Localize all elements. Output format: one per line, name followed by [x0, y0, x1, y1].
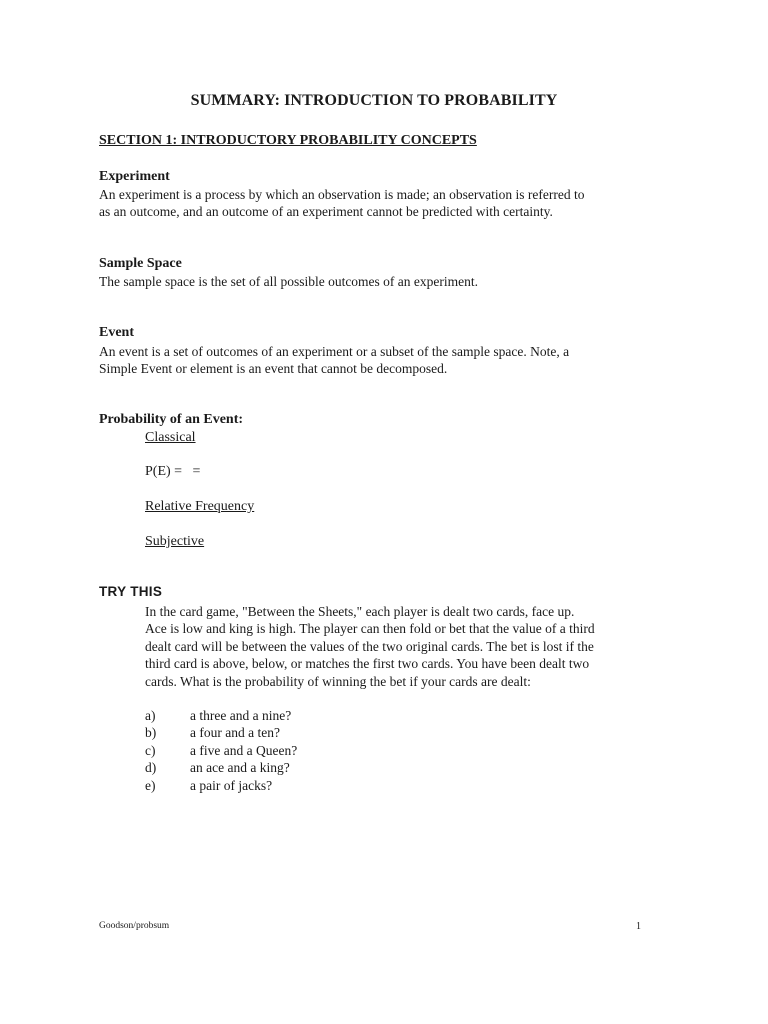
footer-source: Goodson/probsum — [99, 921, 170, 931]
page-title: SUMMARY: INTRODUCTION TO PROBABILITY — [190, 92, 558, 109]
try-this-problem — [145, 603, 595, 690]
problem-line-1: In the card game, "Between the Sheets," each player is dealt two cards, face up. — [145, 604, 575, 619]
list-item-letter: e) — [145, 777, 156, 793]
event-definition — [99, 343, 659, 377]
list-item-text: an ace and a king? — [190, 760, 290, 776]
problem-line-4: third card is above, below, or matches the first two cards. You have been dealt two — [145, 656, 590, 672]
section-heading: SECTION 1: INTRODUCTORY PROBABILITY CONCEPTS — [99, 133, 477, 148]
list-item-letter: c) — [145, 742, 156, 758]
list-item-text: a pair of jacks? — [190, 777, 273, 793]
problem-line-5: cards. What is the probability of winning the bet if your cards are dealt: — [145, 673, 531, 689]
event-line-1: An event is a set of outcomes of an experiment or a subset of the sample space. Note, a — [99, 344, 570, 359]
try-this-heading: TRY THIS — [99, 584, 163, 599]
list-item — [145, 724, 297, 741]
experiment-definition — [99, 186, 659, 220]
list-item-letter: b) — [145, 725, 157, 741]
list-item-letter: d) — [145, 760, 157, 776]
list-item-letter: a) — [145, 708, 156, 723]
list-item — [145, 707, 297, 724]
list-item-text: a four and a ten? — [190, 725, 280, 741]
list-item-text: a five and a Queen? — [190, 742, 298, 758]
sample-space-definition — [99, 273, 659, 290]
event-line-2: Simple Event or element is an event that cannot be decomposed. — [99, 361, 448, 376]
subjective-label: Subjective — [145, 534, 205, 549]
experiment-line-1: An experiment is a process by which an observation is made; an observation is referred to — [99, 187, 585, 202]
problem-line-3: dealt card will be between the values of the two original cards. The bet is lost if the — [145, 638, 594, 654]
experiment-heading: Experiment — [99, 169, 170, 184]
sample-space-line-1: The sample space is the set of all possible outcomes of an experiment. — [99, 274, 479, 289]
probability-heading: Probability of an Event: — [99, 412, 244, 427]
list-item — [145, 777, 297, 794]
list-item — [145, 742, 297, 759]
page-number: 1 — [636, 921, 641, 932]
problem-line-2: Ace is low and king is high. The player can then fold or bet that the value of a third — [145, 621, 595, 637]
sample-space-heading: Sample Space — [99, 256, 182, 271]
probability-formula: P(E) = = — [145, 464, 201, 479]
question-list — [145, 707, 297, 794]
experiment-line-2: as an outcome, and an outcome of an experiment cannot be predicted with certainty. — [99, 204, 553, 219]
relative-frequency-label: Relative Frequency — [145, 499, 255, 514]
event-heading: Event — [99, 325, 134, 340]
list-item-text: a three and a nine? — [190, 708, 292, 723]
list-item — [145, 759, 297, 776]
classical-label: Classical — [145, 430, 196, 445]
